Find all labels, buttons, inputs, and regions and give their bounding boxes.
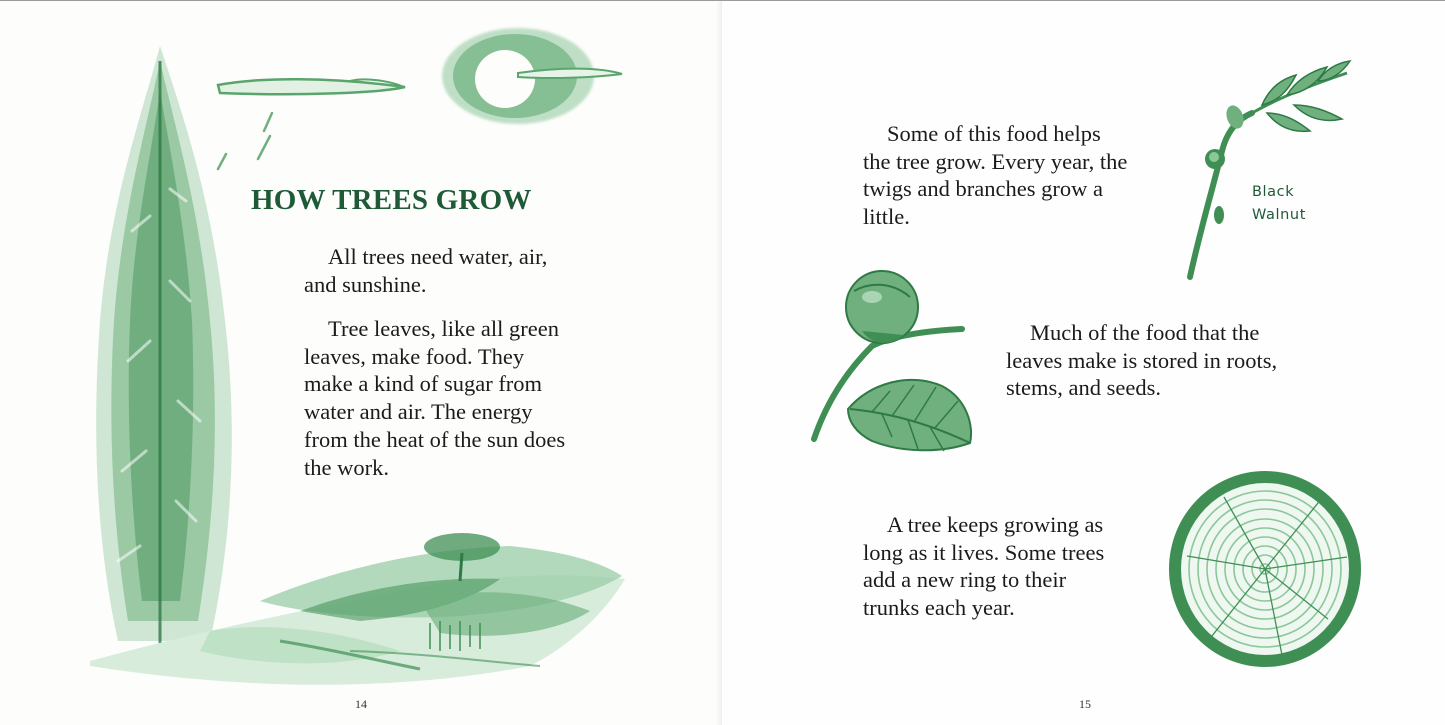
- text-line: little.: [863, 204, 910, 230]
- page-number: 15: [1079, 697, 1091, 711]
- text-line: and sunshine.: [304, 271, 427, 297]
- paragraph-water-air-sunshine: [304, 243, 547, 298]
- left-page: [0, 1, 722, 725]
- text-line: Much of the food that the: [1030, 320, 1260, 345]
- text-line: the tree grow. Every year, the: [863, 148, 1128, 174]
- text-line: water and air. The energy: [304, 399, 533, 425]
- poplar-tree-drawing: [96, 46, 232, 646]
- label-line: Black: [1252, 184, 1295, 200]
- text-line: long as it lives. Some trees: [863, 539, 1105, 565]
- text-line: add a new ring to their: [863, 567, 1067, 593]
- text-line: Tree leaves, like all green: [328, 316, 559, 341]
- text-line: Some of this food helps: [887, 121, 1101, 146]
- tree-rings-drawing: [1169, 471, 1361, 667]
- paragraph-tree-rings: [863, 511, 1104, 622]
- page-title: HOW TREES GROW: [251, 184, 532, 216]
- text-line: trunks each year.: [863, 595, 1015, 621]
- label-line: Walnut: [1252, 207, 1306, 223]
- text-line: make a kind of sugar from: [304, 371, 543, 397]
- paragraph-food-stored: [1006, 319, 1277, 402]
- page-number: 14: [355, 697, 367, 711]
- right-page: [722, 1, 1445, 725]
- text-line: from the heat of the sun does: [304, 426, 566, 452]
- cloud-drawing: [218, 79, 405, 94]
- black-walnut-label: [1252, 181, 1306, 227]
- text-line: the work.: [304, 454, 389, 480]
- text-line: leaves make is stored in roots,: [1006, 347, 1278, 373]
- text-line: All trees need water, air,: [328, 244, 548, 269]
- text-line: stems, and seeds.: [1006, 375, 1161, 401]
- text-line: twigs and branches grow a: [863, 176, 1103, 202]
- text-line: leaves, make food. They: [304, 343, 525, 369]
- seed-and-leaf-drawing: [814, 271, 971, 451]
- rain-drawing: [218, 113, 272, 169]
- text-line: A tree keeps growing as: [887, 512, 1104, 537]
- sun-drawing: [442, 28, 622, 124]
- walnut-twig-drawing: [1190, 61, 1350, 277]
- paragraph-leaves-make-food: [304, 315, 565, 481]
- paragraph-food-helps-grow: [863, 120, 1127, 231]
